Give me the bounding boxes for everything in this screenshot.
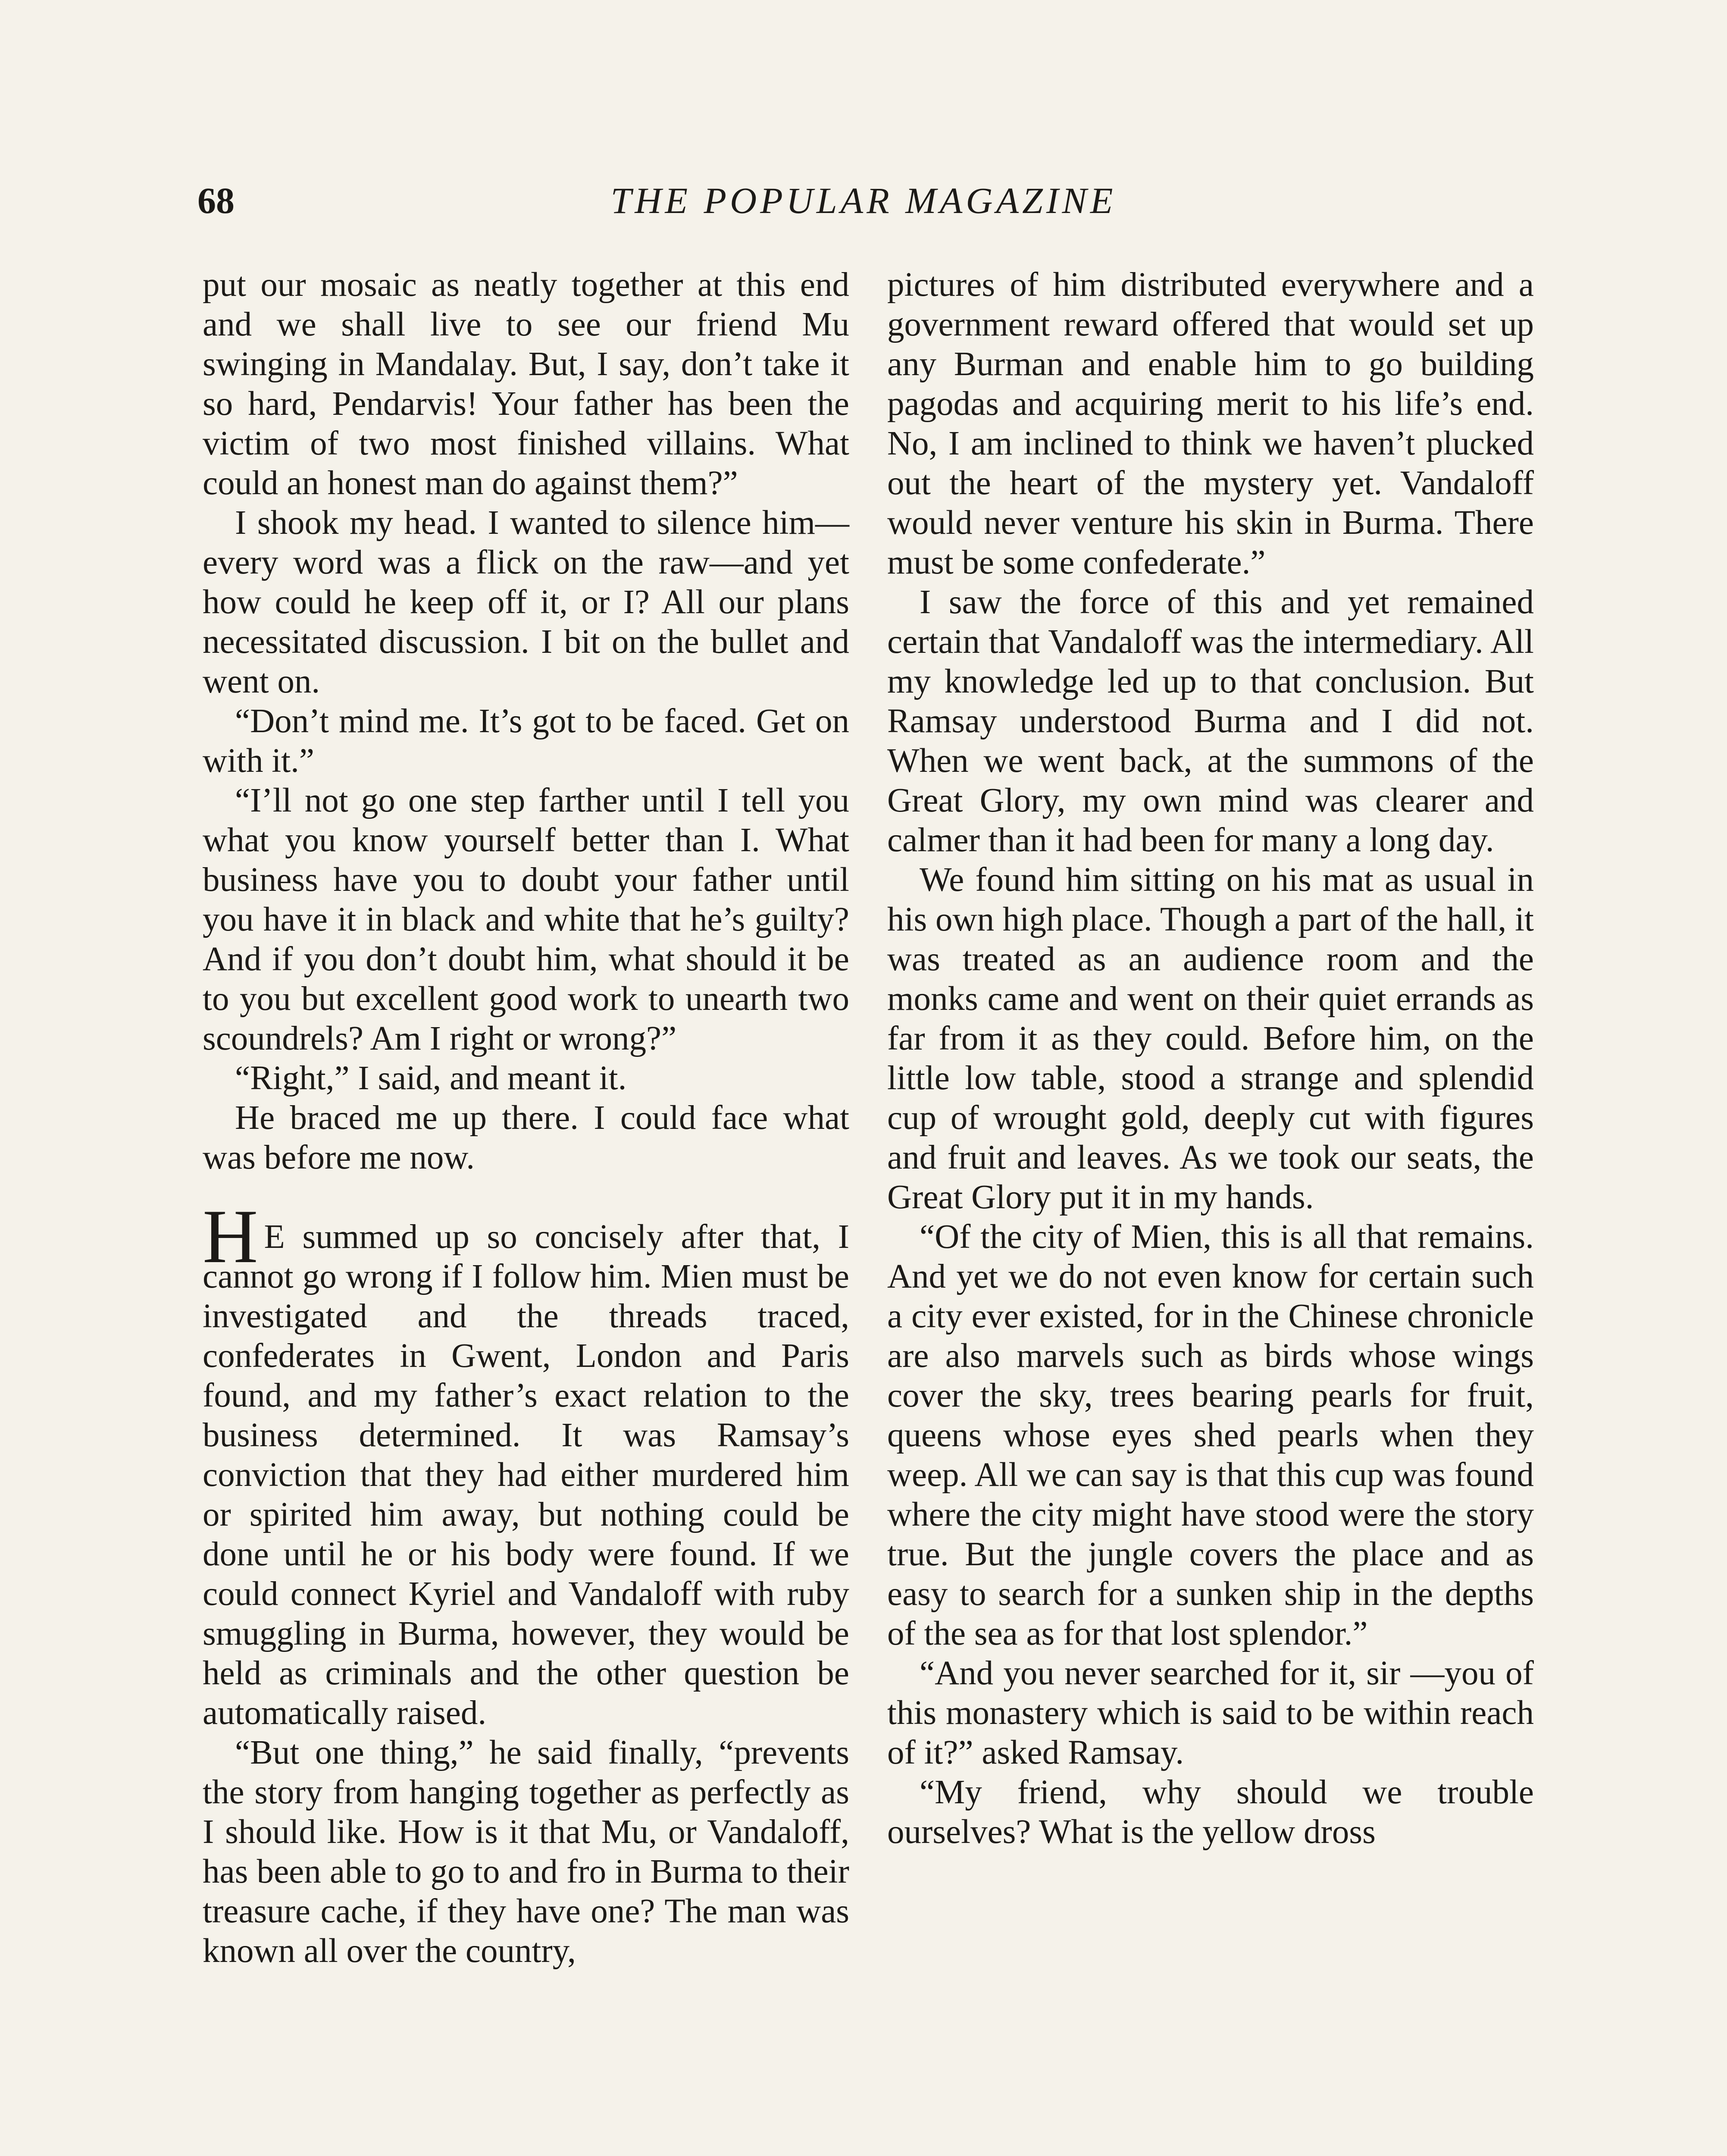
paragraph: “Of the city of Mien, this is all that remains. And yet we do not even know for certain such a city ever existed, for in the Chinese chronicle are also marvels such as birds whose wings cover the sky, trees bearing pearls for fruit, queens whose eyes shed pearls when they weep. All we can say is that this cup was found where the city might have stood were the story true. But the jungle covers the place and as easy to search for a sunken ship in the depths of the sea as for that lost splendor.” [887,1218,1534,1652]
paragraph: “I’ll not go one step farther until I tell you what you know yourself better than I. What business have you to doubt your father until you have it in black and white that he’s guilty? And if you don’t doubt him, what should it be to you but excellent good work to unearth two scoundrels? Am I right or wrong?” [203,782,849,1057]
paragraph: put our mosaic as neatly together at this end and we shall live to see our friend Mu swinging in Mandalay. But, I say, don’t take it so hard, Pendarvis! Your father has been the victim of two most finished villains. What could an honest man do against them?” [203,266,849,502]
left-column [203,265,849,1971]
paragraph: “Don’t mind me. It’s got to be faced. Get on with it.” [203,702,849,780]
page-header [0,179,1727,239]
paragraph: “But one thing,” he said finally, “prevents the story from hanging together as perfectly as I should like. How is it that Mu, or Vandaloff, has been able to go to and fro in Burma to their treasure cache, if they have one? The man was known all over the country, [203,1734,849,1970]
paragraph: “My friend, why should we trouble ourselves? What is the yellow dross [887,1774,1534,1851]
paragraph: We found him sitting on his mat as usual in his own high place. Though a part of the hall, it was treated as an audience room and the monks came and went on their quiet errands as far from it as they could. Before him, on the little low table, stood a strange and splendid cup of wrought gold, deeply cut with figures and fruit and leaves. As we took our seats, the Great Glory put it in my hands. [887,861,1534,1216]
paragraph: I shook my head. I wanted to silence him—every word was a flick on the raw—and yet how could he keep off it, or I? All our plans necessitated discussion. I bit on the bullet and went on. [203,504,849,700]
paragraph: “Right,” I said, and meant it. [235,1059,627,1097]
paragraph: He braced me up there. I could face what was before me now. [203,1099,849,1176]
paragraph: I saw the force of this and yet remained certain that Vandaloff was the intermediary. All my knowledge led up to that conclusion. But Ramsay understood Burma and I did not. When we went back, at the summons of the Great Glory, my own mind was clearer and calmer than it had been for many a long day. [887,583,1534,859]
right-column [887,265,1534,1852]
section-opening-paragraph: HE summed up so concisely after that, I cannot go wrong if I follow him. Mien must be investigated and the threads traced, confederates in Gwent, London and Paris found, and my father’s exact relation to the business determined. It was Ramsay’s conviction that they had either murdered him or spirited him away, but nothing could be done until he or his body were found. If we could connect Kyriel and Vandaloff with ruby smuggling in Burma, however, they would be held as criminals and the other question be automatically raised. [203,1194,849,1732]
paragraph: “And you never searched for it, sir —you of this monastery which is said to be within reach of it?” asked Ramsay. [887,1655,1534,1771]
paragraph: pictures of him distributed everywhere and a government reward offered that would set up any Burman and enable him to go building pagodas and acquiring merit to his life’s end. No, I am inclined to think we haven’t plucked out the heart of the mystery yet. Vandaloff would never venture his skin in Burma. There must be some confederate.” [887,266,1534,581]
running-title: THE POPULAR MAGAZINE [610,180,1117,221]
page-number: 68 [197,180,235,221]
